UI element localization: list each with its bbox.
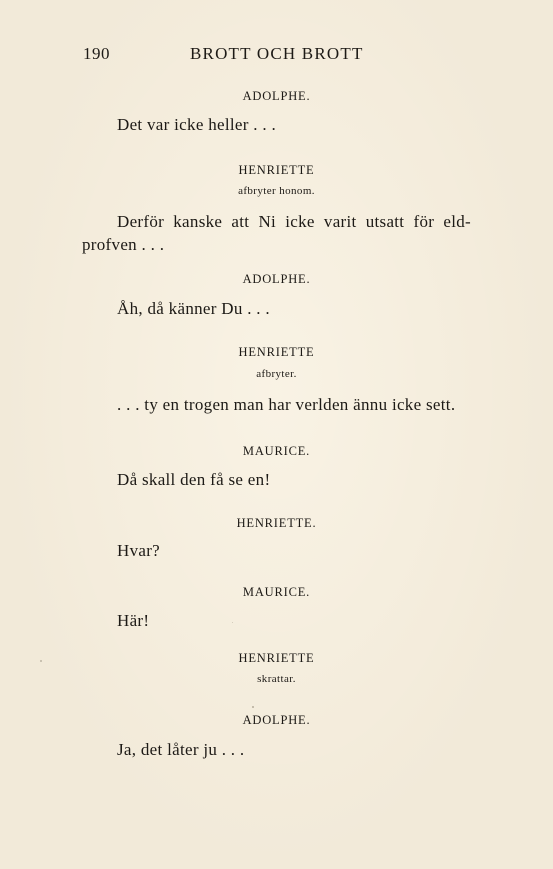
stage-direction: afbryter honom. [238, 185, 315, 197]
speaker-name: MAURICE. [242, 585, 311, 599]
speaker-name: HENRIETTE [238, 163, 315, 177]
stage-direction: skrattar. [257, 673, 296, 685]
stage-direction: afbryter. [256, 368, 297, 380]
speaker-name: MAURICE. [242, 444, 311, 458]
paper-speck [252, 706, 254, 708]
speaker-name: ADOLPHE. [242, 272, 311, 286]
dialogue-line: Åh, då känner Du . . . [117, 299, 270, 318]
page-number: 190 [83, 44, 110, 63]
paper-speck [232, 622, 233, 623]
running-head: BROTT OCH BROTT [190, 44, 364, 63]
dialogue-line: Då skall den få se en! [117, 470, 271, 489]
paper-speck [40, 660, 42, 662]
dialogue-line: Här! [117, 611, 150, 630]
speaker-name: HENRIETTE. [236, 516, 317, 530]
dialogue-line: . . . ty en trogen man har verlden ännu icke sett. [117, 395, 456, 414]
dialogue-line: profven . . . [82, 235, 165, 254]
speaker-name: HENRIETTE [238, 651, 315, 665]
speaker-name: ADOLPHE. [242, 713, 311, 727]
dialogue-line: Ja, det låter ju . . . [117, 740, 245, 759]
speaker-name: HENRIETTE [238, 345, 315, 359]
dialogue-line: Det var icke heller . . . [117, 115, 277, 134]
dialogue-line: Derför kanske att Ni icke varit utsatt för eld- [117, 212, 471, 231]
speaker-name: ADOLPHE. [242, 89, 311, 103]
dialogue-line: Hvar? [117, 541, 161, 560]
